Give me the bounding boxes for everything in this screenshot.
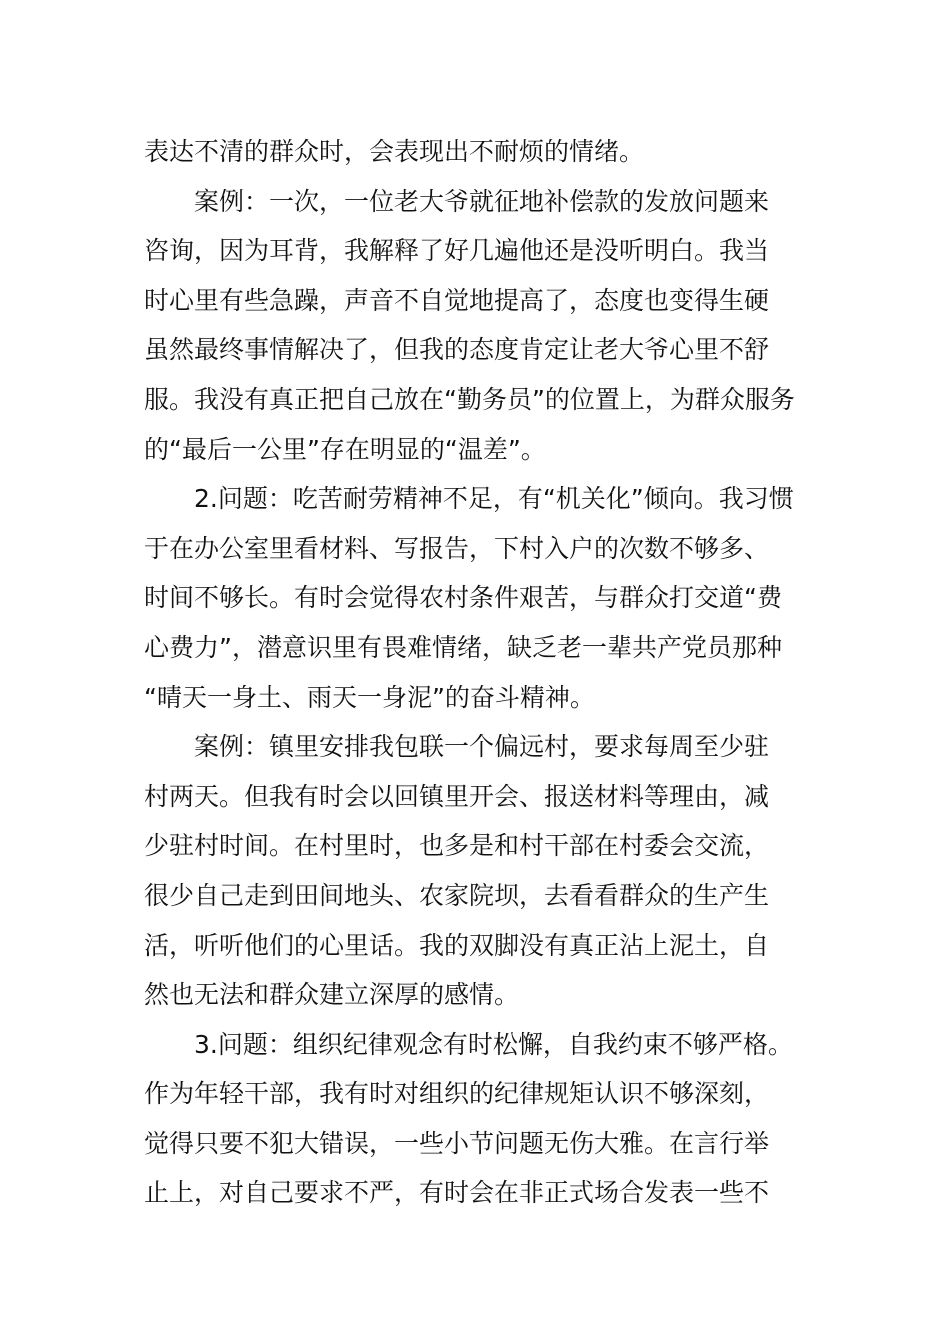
text-line: 咨询，因为耳背，我解释了好几遍他还是没听明白。我当 [144, 236, 770, 266]
text-line: 然也无法和群众建立深厚的感情。 [144, 980, 520, 1010]
paragraph-start-line: 案例：镇里安排我包联一个偏远村，要求每周至少驻 [194, 732, 770, 762]
paragraph-start-line: 3.问题：组织纪律观念有时松懈，自我约束不够严格。 [194, 1029, 793, 1059]
text-line: 少驻村时间。在村里时，也多是和村干部在村委会交流， [144, 831, 770, 861]
text-line: 的“最后一公里”存在明显的“温差”。 [144, 434, 546, 464]
text-line: 觉得只要不犯大错误，一些小节问题无伤大雅。在言行举 [144, 1128, 770, 1158]
text-line: 很少自己走到田间地头、农家院坝，去看看群众的生产生 [144, 880, 770, 910]
text-line: 村两天。但我有时会以回镇里开会、报送材料等理由，减 [144, 781, 770, 811]
document-body [144, 127, 824, 1218]
text-line: 服。我没有真正把自己放在“勤务员”的位置上，为群众服务 [144, 384, 795, 414]
text-line: 时心里有些急躁，声音不自觉地提高了，态度也变得生硬 [144, 285, 770, 315]
paragraph-start-line: 2.问题：吃苦耐劳精神不足，有“机关化”倾向。我习惯 [194, 484, 794, 514]
text-line: 时间不够长。有时会觉得农村条件艰苦，与群众打交道“费 [144, 583, 782, 613]
text-line: 表达不清的群众时，会表现出不耐烦的情绪。 [144, 137, 645, 166]
text-line: “晴天一身土、雨天一身泥”的奋斗精神。 [144, 682, 595, 712]
text-line: 心费力”，潜意识里有畏难情绪，缺乏老一辈共产党员那种 [144, 632, 782, 662]
text-line: 于在办公室里看材料、写报告，下村入户的次数不够多、 [144, 533, 770, 563]
text-line: 活，听听他们的心里话。我的双脚没有真正沾上泥土，自 [144, 930, 770, 960]
paragraph-start-line: 案例：一次，一位老大爷就征地补偿款的发放问题来 [194, 186, 770, 216]
text-line: 止上，对自己要求不严，有时会在非正式场合发表一些不 [144, 1178, 770, 1208]
text-line: 作为年轻干部，我有时对组织的纪律规矩认识不够深刻， [144, 1079, 770, 1109]
text-line: 虽然最终事情解决了，但我的态度肯定让老大爷心里不舒 [144, 335, 770, 365]
